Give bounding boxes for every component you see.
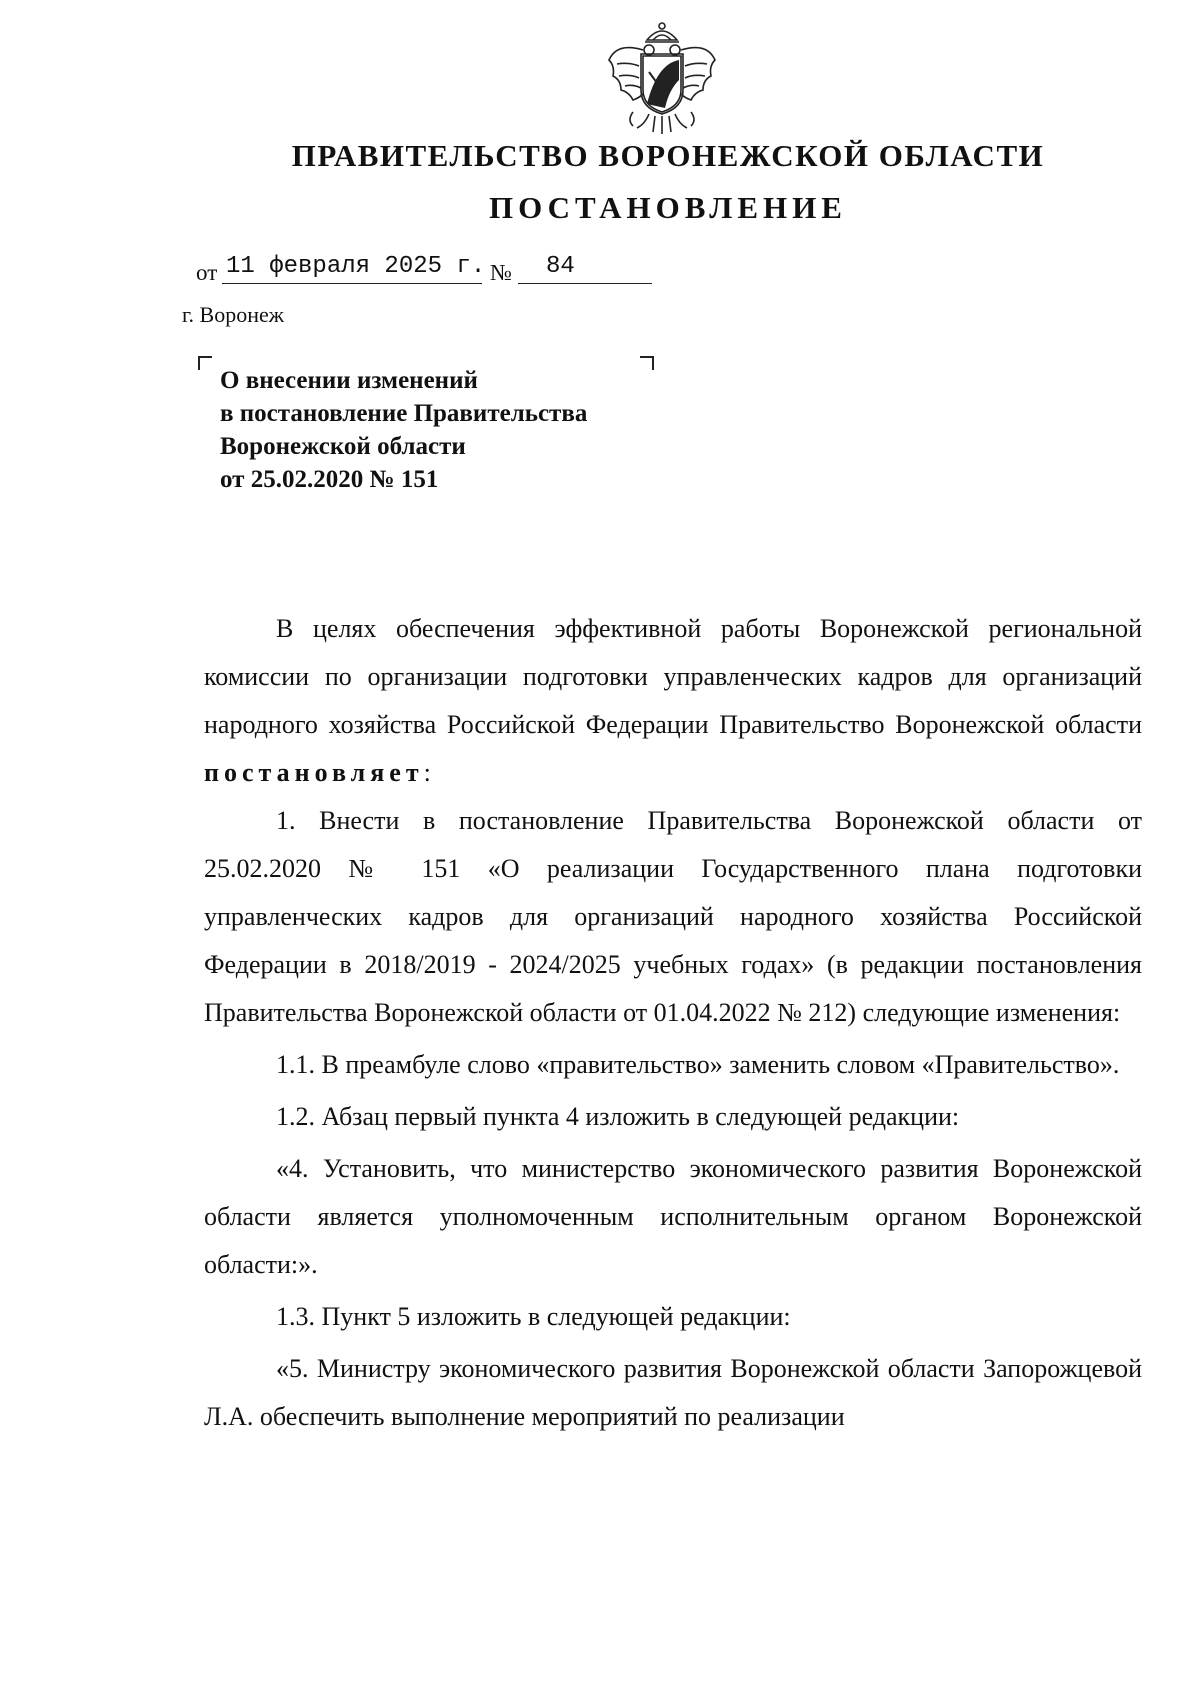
body-paragraph: 1. Внести в постановление Правительства Воронежской области от 25.02.2020 № 151 «О реализации Государственного плана подготовки управленческих кадров для организаций народного хозяйства Российской Федерации в 2018/2019 - 2024/2025 учебных годах» (в редакции постановления Правительства Воронежской области от 01.04.2022 № 212) следующие изменения: xyxy=(204,806,1142,1027)
subject-line: в постановление Правительства xyxy=(220,400,588,427)
body-paragraph: 1.3. Пункт 5 изложить в следующей редакции: xyxy=(276,1302,791,1331)
subject-line: Воронежской области xyxy=(220,433,466,460)
date-underline xyxy=(222,283,482,284)
organization-title: ПРАВИТЕЛЬСТВО ВОРОНЕЖСКОЙ ОБЛАСТИ xyxy=(291,138,1045,173)
resolves-suffix: : xyxy=(423,758,431,787)
document-number: 84 xyxy=(546,253,575,280)
dateline xyxy=(196,252,656,292)
subject-line: О внесении изменений xyxy=(220,367,478,394)
body-paragraph: «5. Министру экономического развития Воронежской области Запорожцевой Л.А. обеспечить выполнение мероприятий по реализации xyxy=(204,1354,1142,1431)
document-type-title: ПОСТАНОВЛЕНИЕ xyxy=(489,190,847,225)
preamble-paragraph xyxy=(204,605,1142,797)
city-name: г. Воронеж xyxy=(182,302,284,327)
body-paragraph: 1.1. В преамбуле слово «правительство» заменить словом «Правительство». xyxy=(276,1050,1120,1079)
subject-line: от 25.02.2020 № 151 xyxy=(220,466,439,493)
subject-corner-left-icon xyxy=(198,356,212,370)
document-subject xyxy=(220,364,587,496)
voronezh-coat-of-arms-icon xyxy=(603,20,721,136)
number-underline xyxy=(518,283,652,284)
body-paragraph: «4. Установить, что министерство экономического развития Воронежской области является уполномоченным исполнительным органом Воронежской области:». xyxy=(204,1154,1142,1279)
document-body xyxy=(204,605,1142,1441)
resolves-word: постановляет xyxy=(204,758,424,787)
from-label: от xyxy=(196,260,218,285)
subject-corner-right-icon xyxy=(640,356,654,370)
number-label: № xyxy=(490,260,512,285)
document-date: 11 февраля 2025 г. xyxy=(226,253,486,280)
preamble-text: В целях обеспечения эффективной работы Воронежской региональной комиссии по организации подготовки управленческих кадров для организаций народного хозяйства Российской Федерации Правительство Воронежской области xyxy=(204,614,1142,739)
body-paragraph: 1.2. Абзац первый пункта 4 изложить в следующей редакции: xyxy=(276,1102,960,1131)
